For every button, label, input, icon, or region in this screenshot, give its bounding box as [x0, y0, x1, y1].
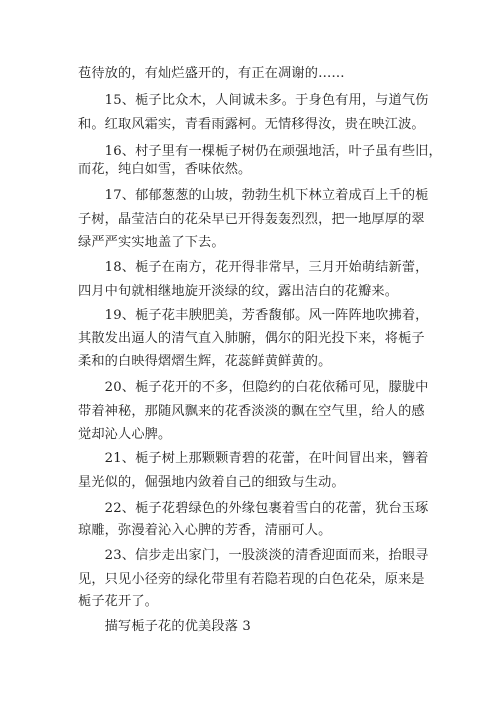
text-line: 柔和的白映得熠熠生辉，花蕊鲜黄鲜黄的。 [78, 354, 332, 369]
text-line: 而花，纯白如雪，香味依然。 [78, 162, 252, 177]
text-line: 22、栀子花碧绿色的外缘包裹着雪白的花蕾，犹台玉琢 [78, 501, 429, 516]
text-line: 觉却沁人心脾。 [78, 427, 172, 442]
text-line: 23、信步走出家门，一股淡淡的清香迎面而来，抬眼寻 [78, 548, 429, 563]
text-line: 和。红取风霜实，青看雨露柯。无情移得汝，贵在映江波。 [78, 117, 425, 132]
text-line: 见，只见小径旁的绿化带里有若隐若现的白色花朵，原来是 [78, 572, 425, 587]
text-line: 19、栀子花丰腴肥美，芳香馥郁。风一阵阵地吹拂着， [78, 308, 429, 323]
text-line: 20、栀子花开的不多，但隐约的白花依稀可见，朦胧中 [78, 380, 429, 395]
text-line: 15、栀子比众木，人间诚未多。于身色有用，与道气伤 [78, 93, 429, 108]
text-line: 星光似的，倔强地内敛着自己的细致与生动。 [78, 475, 345, 490]
text-line: 四月中旬就相继地旋开淡绿的纹，露出洁白的花瓣来。 [78, 284, 399, 299]
text-line: 栀子花开了。 [78, 594, 159, 609]
text-line: 描写栀子花的优美段落 3 [78, 619, 251, 634]
text-line: 16、村子里有一棵栀子树仍在顽强地活，叶子虽有些旧， [78, 144, 442, 159]
text-line: 子树，晶莹洁白的花朵早已开得轰轰烈烈，把一地厚厚的翠 [78, 212, 425, 227]
text-line: 琼雕，弥漫着沁入心脾的芳香，清丽可人。 [78, 523, 332, 538]
text-line: 绿严严实实地盖了下去。 [78, 235, 225, 250]
text-line: 带着神秘，那随风飘来的花香淡淡的飘在空气里，给人的感 [78, 404, 425, 419]
text-line: 17、郁郁葱葱的山坡，勃勃生机下林立着成百上千的栀 [78, 188, 429, 203]
text-line: 苞待放的，有灿烂盛开的，有正在凋谢的…… [78, 66, 345, 81]
text-line: 其散发出逼人的清气直入肺腑，偶尔的阳光投下来，将栀子 [78, 331, 425, 346]
text-line: 21、栀子树上那颗颗青碧的花蕾，在叶间冒出来，簪着 [78, 451, 429, 466]
text-line: 18、栀子在南方，花开得非常早，三月开始萌结新蕾， [78, 260, 429, 275]
